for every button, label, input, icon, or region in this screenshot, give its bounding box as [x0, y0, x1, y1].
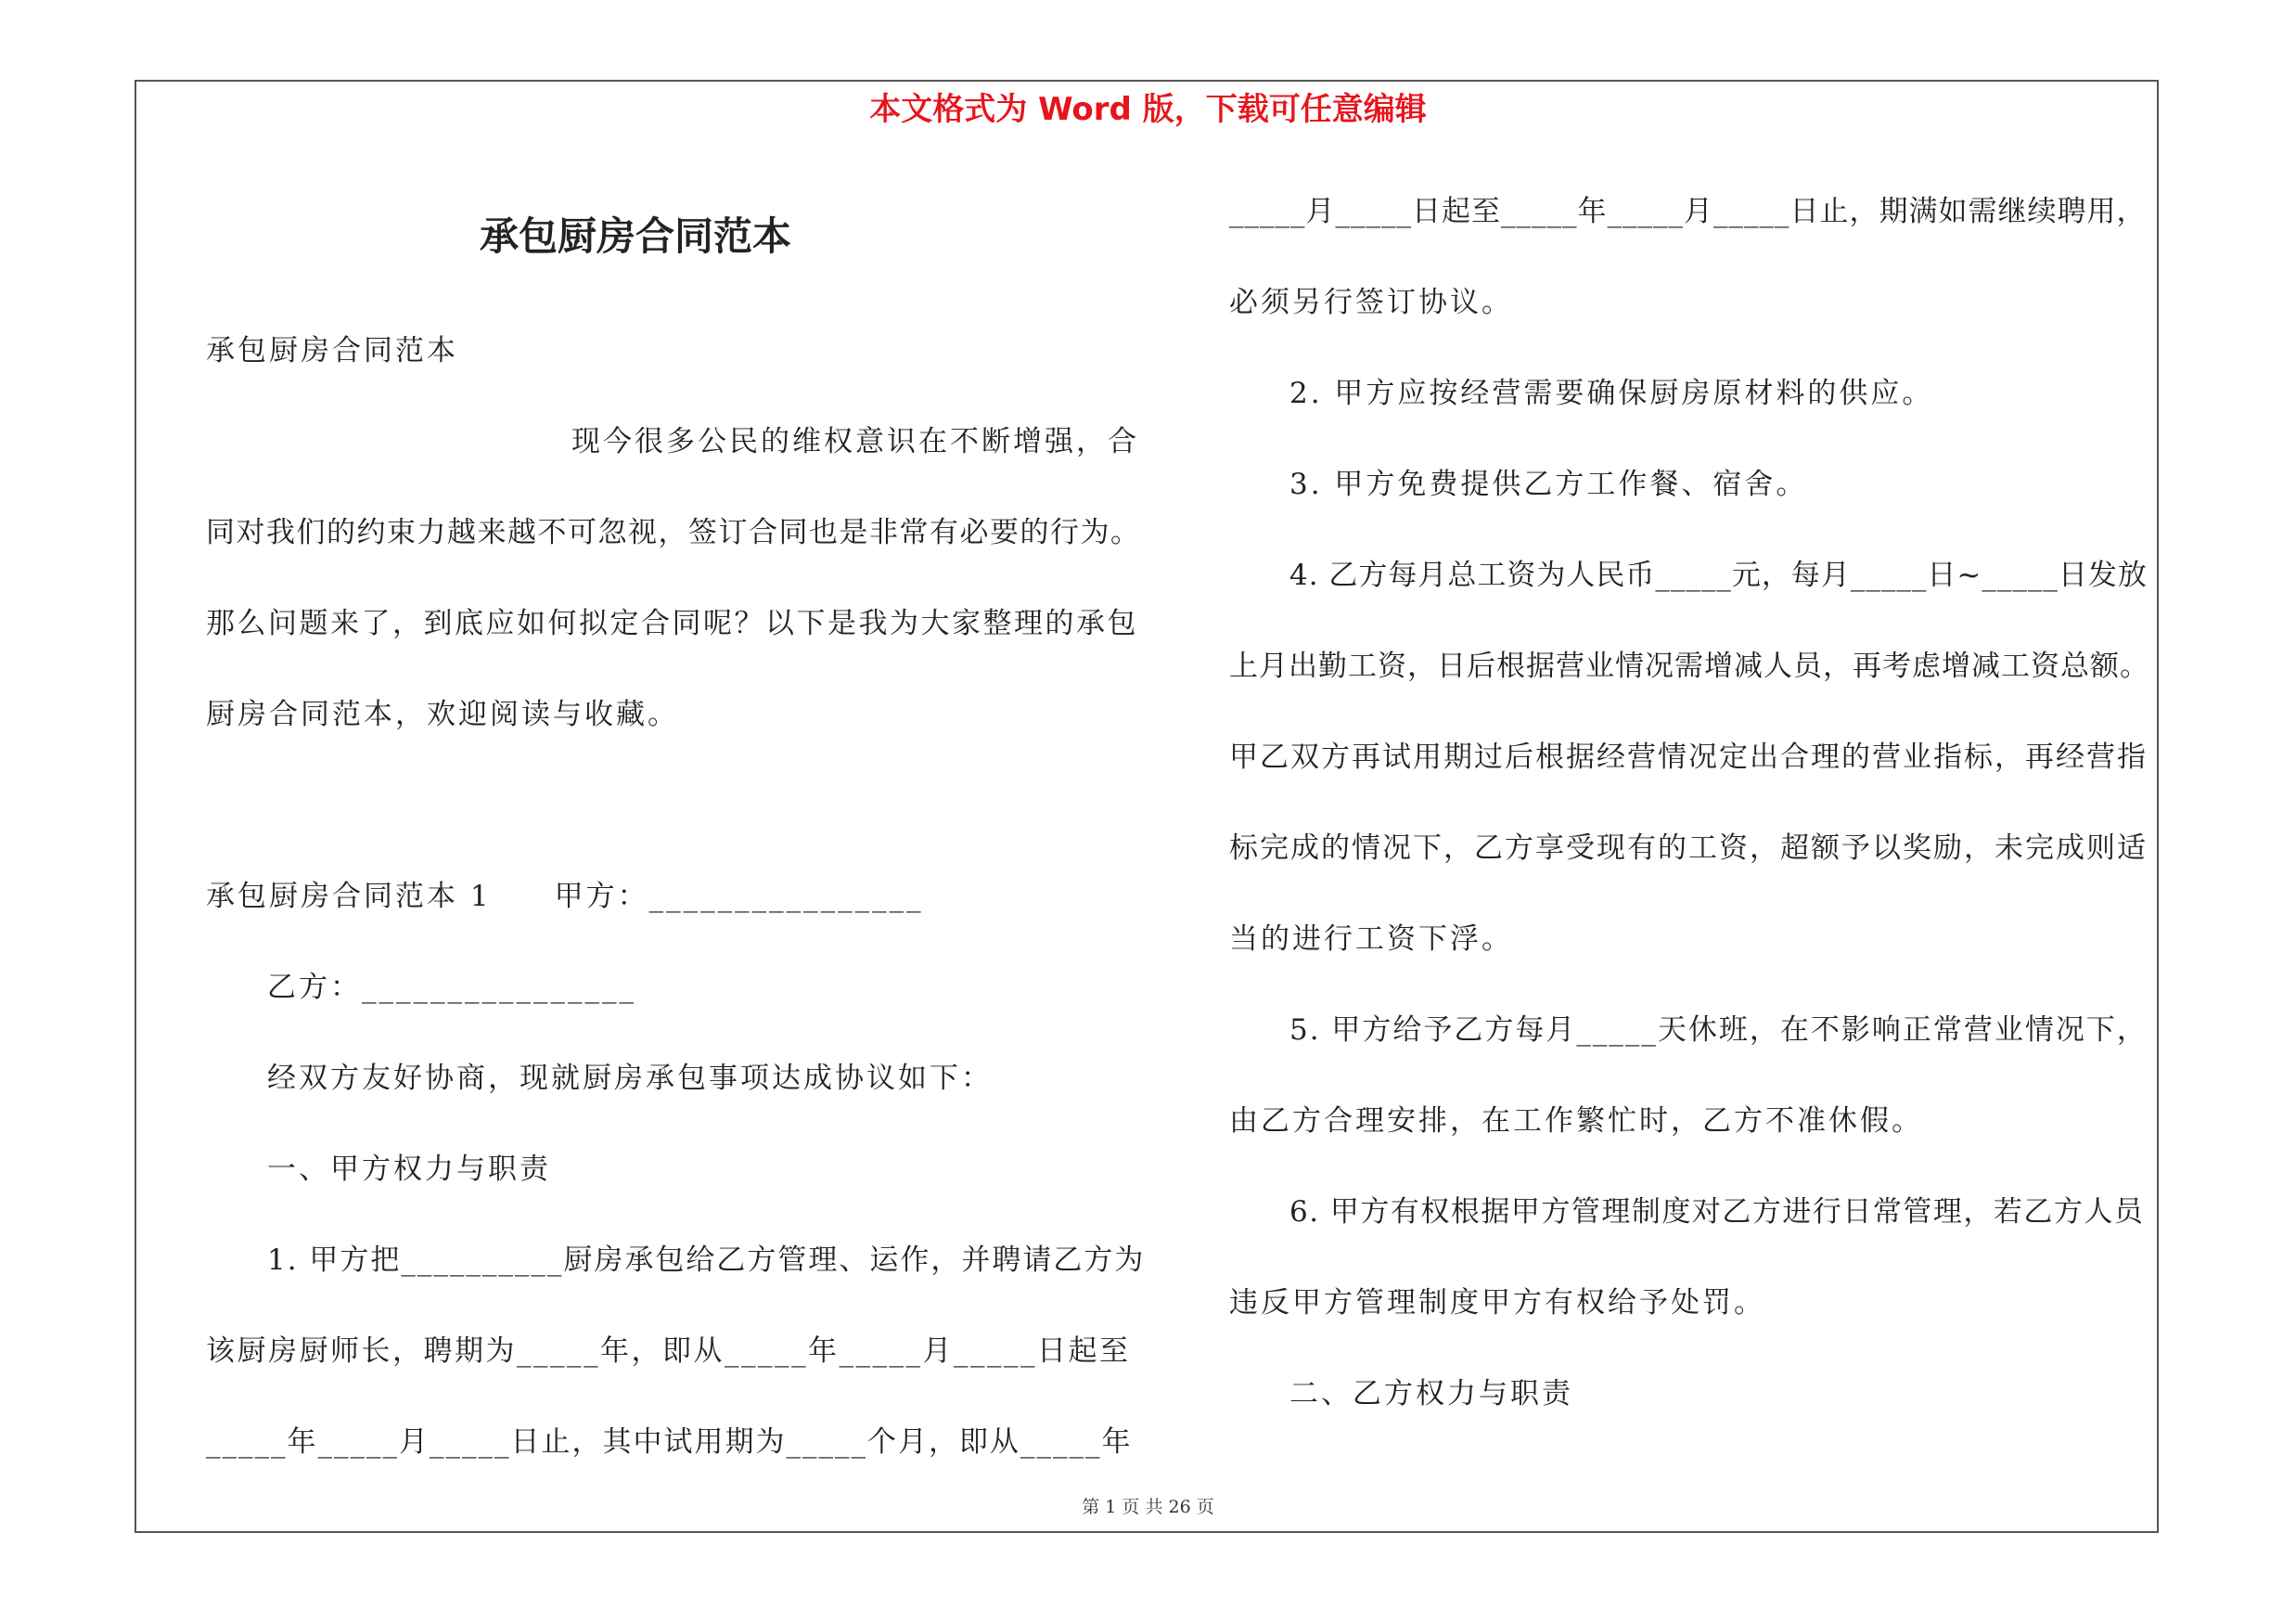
left-line-5: 厨房合同范本，欢迎阅读与收藏。 — [206, 698, 679, 731]
right-line-8: 标完成的情况下，乙方享受现有的工资，超额予以奖励，未完成则适 — [1229, 831, 2148, 865]
right-line-5: 4. 乙方每月总工资为人民币_____元，每月_____日~_____日发放 — [1289, 559, 2148, 592]
right-line-14: 二、乙方权力与职责 — [1289, 1377, 1573, 1410]
left-line-6: 承包厨房合同范本 1 甲方：________________ — [206, 880, 924, 913]
left-line-12: _____年_____月_____日止，其中试用期为_____个月，即从_____年 — [206, 1425, 1133, 1459]
right-line-4: 3. 甲方免费提供乙方工作餐、宿舍。 — [1289, 468, 1808, 501]
left-line-10: 1. 甲方把__________厨房承包给乙方管理、运作，并聘请乙方为 — [267, 1243, 1146, 1277]
left-line-1: 承包厨房合同范本 — [206, 334, 458, 367]
page-number: 第 1 页 共 26 页 — [1082, 1497, 1214, 1517]
document-title: 承包厨房合同范本 — [479, 213, 791, 259]
left-line-11: 该厨房厨师长，聘期为_____年，即从_____年_____月_____日起至 — [206, 1334, 1131, 1368]
left-line-4: 那么问题来了，到底应如何拟定合同呢？以下是我为大家整理的承包 — [206, 607, 1138, 640]
right-line-1: _____月_____日起至_____年_____月_____日止，期满如需继续聘用， — [1229, 195, 2147, 228]
right-line-3: 2. 甲方应按经营需要确保厨房原材料的供应。 — [1289, 377, 1934, 410]
right-line-11: 由乙方合理安排，在工作繁忙时，乙方不准休假。 — [1229, 1104, 1923, 1138]
right-line-10: 5. 甲方给予乙方每月_____天休班，在不影响正常营业情况下， — [1289, 1013, 2148, 1047]
left-line-8: 经双方友好协商，现就厨房承包事项达成协议如下： — [267, 1062, 993, 1095]
right-line-13: 违反甲方管理制度甲方有权给予处罚。 — [1229, 1286, 1765, 1320]
left-line-2: 现今很多公民的维权意识在不断增强，合 — [571, 425, 1139, 458]
word-format-notice: 本文格式为 Word 版，下载可任意编辑 — [869, 91, 1427, 128]
page-frame — [135, 80, 2159, 1533]
left-line-9: 一、甲方权力与职责 — [267, 1153, 551, 1186]
left-line-7: 乙方：________________ — [267, 971, 636, 1004]
right-line-9: 当的进行工资下浮。 — [1229, 922, 1513, 956]
right-line-12: 6. 甲方有权根据甲方管理制度对乙方进行日常管理，若乙方人员 — [1289, 1195, 2145, 1229]
right-line-2: 必须另行签订协议。 — [1229, 286, 1513, 319]
right-line-6: 上月出勤工资，日后根据营业情况需增减人员，再考虑增减工资总额。 — [1229, 650, 2149, 683]
right-line-7: 甲乙双方再试用期过后根据经营情况定出合理的营业指标，再经营指 — [1229, 741, 2148, 774]
left-line-3: 同对我们的约束力越来越不可忽视，签订合同也是非常有必要的行为。 — [206, 516, 1141, 549]
